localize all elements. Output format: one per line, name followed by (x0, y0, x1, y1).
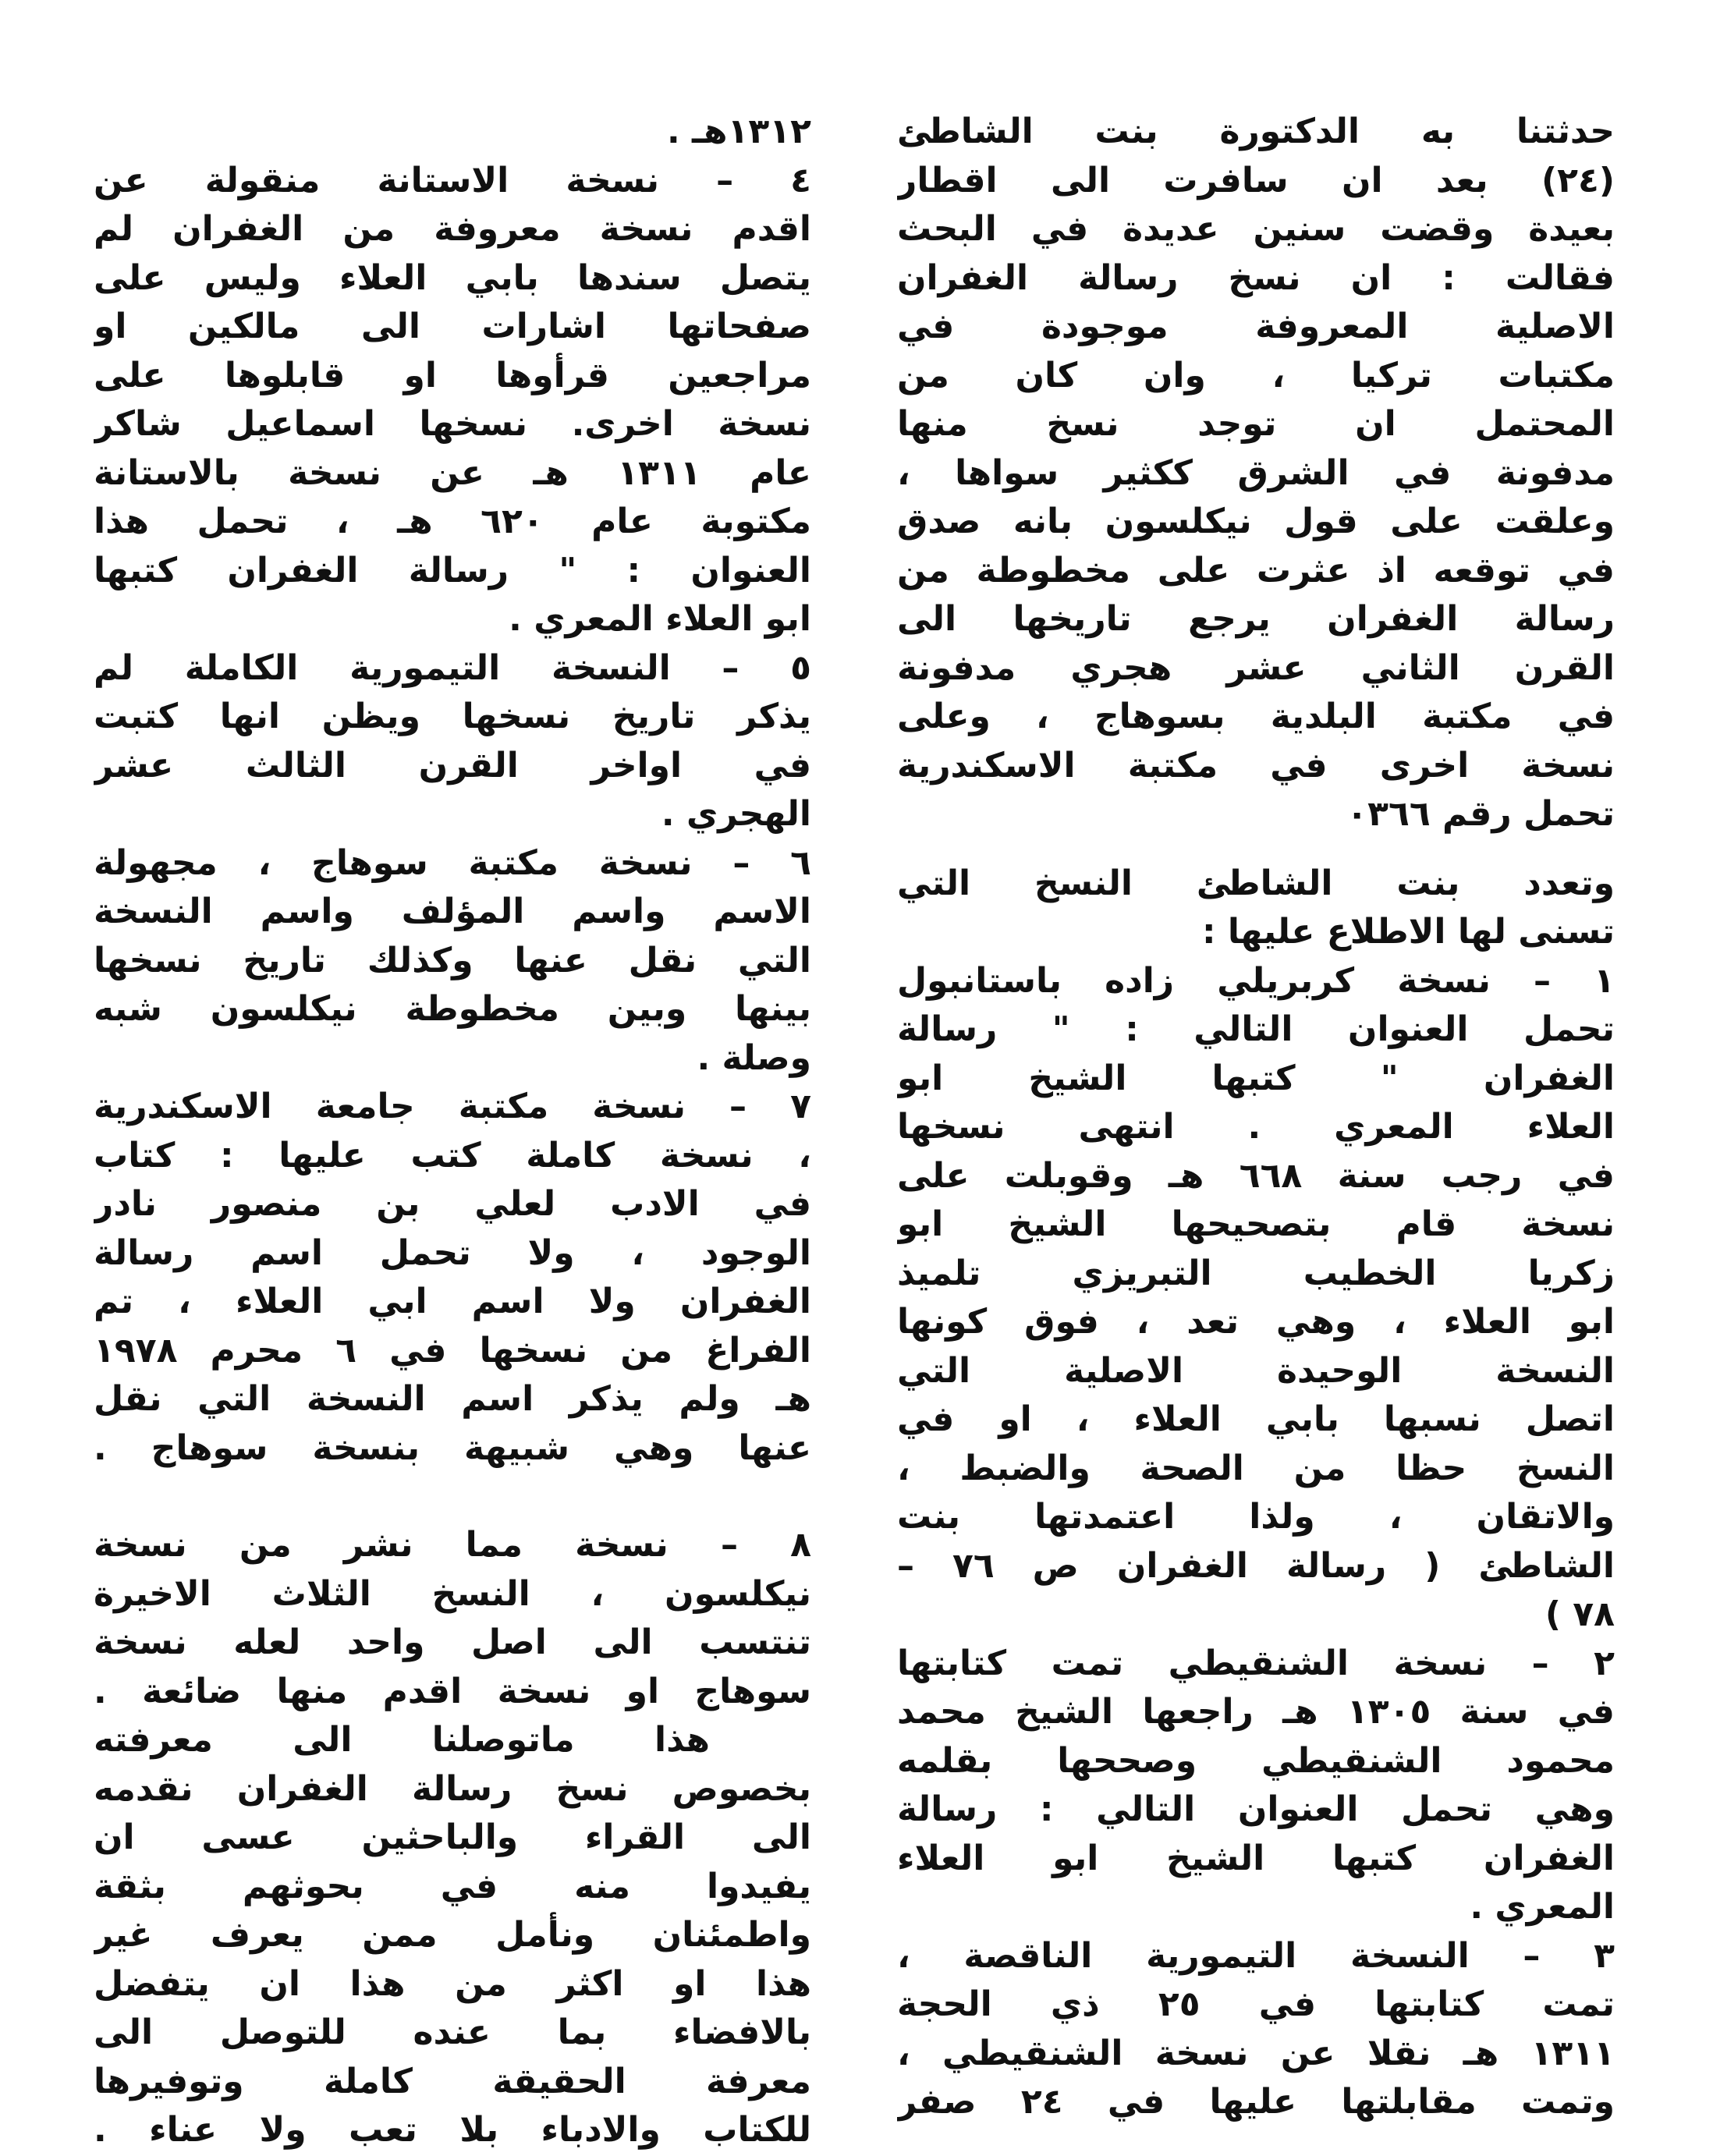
text-line: ابو العلاء ، وهي تعد ، فوق كونها (897, 1302, 1615, 1342)
text-line: حدثتنا به الدكتورة بنت الشاطئ (897, 112, 1615, 151)
text-line: في الادب لعلي بن منصور نادر (94, 1184, 811, 1224)
text-line: الاصلية المعروفة موجودة في (897, 307, 1615, 346)
text-line: ٢ – نسخة الشنقيطي تمت كتابتها (897, 1643, 1615, 1683)
text-line: النسخ حظا من الصحة والضبط ، (897, 1448, 1615, 1488)
text-line: ٦ – نسخة مكتبة سوهاج ، مجهولة (94, 842, 811, 883)
text-line: في رجب سنة ٦٦٨ هـ وقوبلت على (897, 1155, 1615, 1196)
text-line: العنوان : " رسالة الغفران كتبها (94, 550, 811, 590)
text-line: نسخة قام بتصحيحها الشيخ ابو (897, 1204, 1615, 1244)
text-line: عام ١٣١١ هـ عن نسخة بالاستانة (94, 452, 811, 493)
text-line: في توقعه اذ عثرت على مخطوطة من (897, 550, 1615, 590)
text-line: اتصل نسبها بابي العلاء ، او في (897, 1399, 1615, 1439)
text-line: تمت كتابتها في ٢٥ ذي الحجة (897, 1984, 1615, 2024)
right-column (897, 108, 1615, 2127)
text-line: نسخة اخرى. نسخها اسماعيل شاكر (94, 404, 811, 444)
text-line: وتمت مقابلتها عليها في ٢٤ صفر (897, 2082, 1615, 2122)
text-line: عنها وهي شبيهة بنسخة سوهاج . (94, 1427, 811, 1468)
text-line: مكتبات تركيا ، وان كان من (897, 355, 1615, 395)
text-line: ١٣١١ هـ نقلا عن نسخة الشنقيطي ، (897, 2033, 1615, 2073)
text-line: الوجود ، ولا تحمل اسم رسالة (94, 1232, 811, 1273)
text-line: يفيدوا منه في بحوثهم بثقة (94, 1866, 811, 1906)
text-line: واطمئنان ونأمل ممن يعرف غير (94, 1915, 811, 1955)
text-line: يتصل سندها بابي العلاء وليس على (94, 257, 811, 298)
text-line: ١ – نسخة كربريلي زاده باستانبول (897, 960, 1615, 1001)
paragraph-gap (94, 1473, 811, 1521)
text-line: نيكلسون ، النسخ الثلاث الاخيرة (94, 1573, 811, 1614)
text-line: يذكر تاريخ نسخها ويظن انها كتبت (94, 697, 811, 736)
text-line: والاتقان ، ولذا اعتمدتها بنت (897, 1497, 1615, 1537)
text-line: معرفة الحقيقة كاملة وتوفيرها (94, 2061, 811, 2101)
text-line: مكتوبة عام ٦٢٠ هـ ، تحمل هذا (94, 502, 811, 541)
text-line: محمود الشنقيطي وصححها بقلمه (897, 1740, 1615, 1781)
text-line: رسالة الغفران يرجع تاريخها الى (897, 599, 1615, 639)
text-line: ٣ – النسخة التيمورية الناقصة ، (897, 1935, 1615, 1976)
text-line: مدفونة في الشرق ككثير سواها ، (897, 452, 1615, 493)
text-line: الاسم واسم المؤلف واسم النسخة (94, 892, 811, 931)
text-line: في سنة ١٣٠٥ هـ راجعها الشيخ محمد (897, 1692, 1615, 1732)
text-line: المحتمل ان توجد نسخ منها (897, 404, 1615, 444)
text-line: الفراغ من نسخها في ٦ محرم ١٩٧٨ (94, 1330, 811, 1371)
text-line: للكتاب والادباء بلا تعب ولا عناء . (94, 2110, 811, 2150)
text-line: ١٣١٢هـ . (666, 112, 811, 151)
text-line: ، نسخة كاملة كتب عليها : كتاب (94, 1135, 811, 1176)
text-line: ٧٨ ) (1545, 1594, 1615, 1634)
text-line: تحمل رقم ٠٣٦٦ (1346, 794, 1615, 834)
text-line: (٢٤) بعد ان سافرت الى اقطار (897, 160, 1615, 200)
text-line: الغفران " كتبها الشيخ ابو (897, 1058, 1615, 1098)
text-line: القرن الثاني عشر هجري مدفونة (897, 647, 1615, 688)
text-line: في اواخر القرن الثالث عشر (94, 745, 811, 785)
text-line: الى القراء والباحثين عسى ان (94, 1817, 811, 1857)
text-line: مراجعين قرأوها او قابلوها على (94, 355, 811, 395)
text-line: ٧ – نسخة مكتبة جامعة الاسكندرية (94, 1087, 811, 1126)
text-line: بعيدة وقضت سنين عديدة في البحث (897, 209, 1615, 249)
text-line: وصلة . (697, 1037, 811, 1078)
text-line: فقالت : ان نسخ رسالة الغفران (897, 257, 1615, 298)
text-line: زكريا الخطيب التبريزي تلميذ (897, 1253, 1615, 1293)
text-line: هذا ماتوصلنا الى معرفته (94, 1720, 710, 1760)
text-line: النسخة الوحيدة الاصلية التي (897, 1350, 1615, 1391)
text-line: التي نقل عنها وكذلك تاريخ نسخها (94, 940, 811, 980)
text-line: العلاء المعري . انتهى نسخها (897, 1107, 1615, 1147)
text-line: الشاطئ ( رسالة الغفران ص ٧٦ – (897, 1545, 1615, 1586)
text-line: تحمل العنوان التالي : " رسالة (897, 1009, 1615, 1049)
paragraph-gap (897, 839, 1615, 860)
text-line: ٨ – نسخة مما نشر من نسخة (94, 1525, 811, 1565)
text-line: وعلقت على قول نيكلسون بانه صدق (897, 502, 1615, 541)
text-line: ابو العلاء المعري . (509, 599, 811, 639)
text-line: صفحاتها اشارات الى مالكين او (94, 307, 811, 346)
text-line: الغفران ولا اسم ابي العلاء ، تم (94, 1282, 811, 1321)
text-line: هـ ولم يذكر اسم النسخة التي نقل (94, 1379, 811, 1419)
text-line: ٤ – نسخة الاستانة منقولة عن (94, 160, 811, 200)
text-line: المعري . (1470, 1887, 1615, 1927)
text-line: ٥ – النسخة التيمورية الكاملة لم (94, 647, 811, 688)
text-line: اقدم نسخة معروفة من الغفران لم (94, 209, 811, 249)
text-line: نسخة اخرى في مكتبة الاسكندرية (897, 745, 1615, 785)
text-line: هذا او اكثر من هذا ان يتفضل (94, 1963, 811, 2004)
text-line: بالافضاء بما عنده للتوصل الى (94, 2012, 811, 2052)
text-line: سوهاج او نسخة اقدم منها ضائعة . (94, 1671, 811, 1711)
text-line: تنتسب الى اصل واحد لعله نسخة (94, 1622, 811, 1662)
text-line: تسنى لها الاطلاع عليها : (1201, 912, 1615, 952)
left-column (94, 108, 811, 2155)
text-line: في مكتبة البلدية بسوهاج ، وعلى (897, 697, 1615, 736)
text-line: بخصوص نسخ رسالة الغفران نقدمه (94, 1768, 811, 1809)
text-line: الغفران كتبها الشيخ ابو العلاء (897, 1838, 1615, 1878)
text-line: بينها وبين مخطوطة نيكلسون شبه (94, 989, 811, 1029)
text-line: وهي تحمل العنوان التالي : رسالة (897, 1789, 1615, 1829)
text-line: الهجري . (661, 794, 811, 834)
text-line: وتعدد بنت الشاطئ النسخ التي (897, 863, 1615, 903)
